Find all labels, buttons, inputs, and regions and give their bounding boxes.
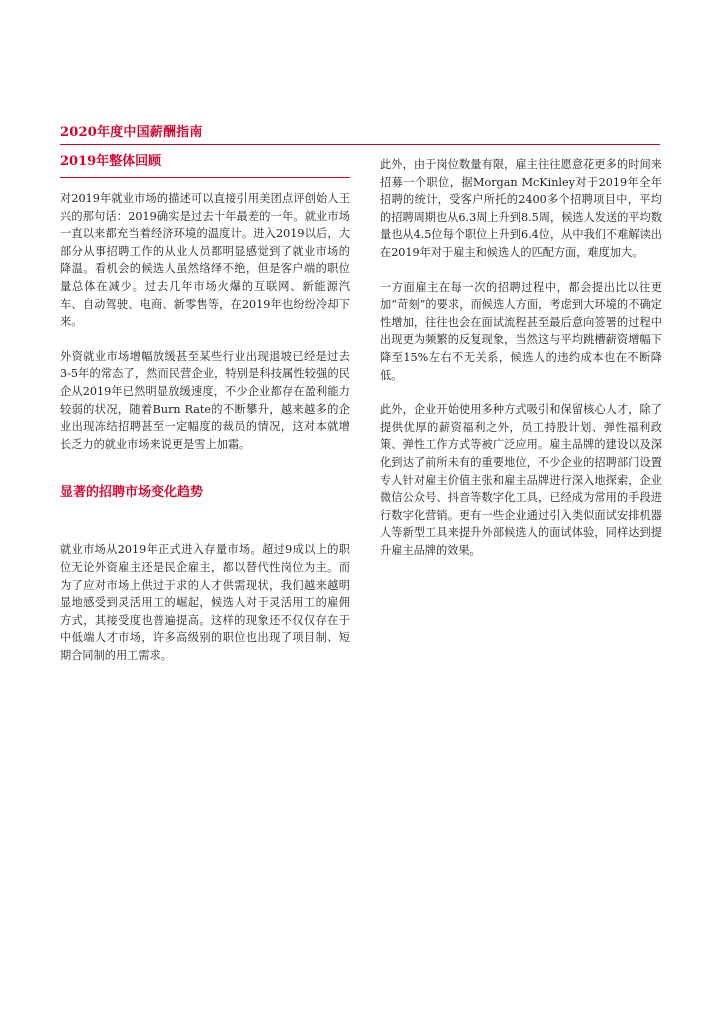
left-column — [60, 152, 350, 664]
paragraph-2019-overview: 对2019年就业市场的描述可以直接引用美团点评创始人王兴的那句话：2019确实是过去十年最差的一年。就业市场一直以来都充当着经济环境的温度计。进入2019以后，大部分从事招聘工作的从业人员都明显感觉到了就业市场的降温。看机会的候选人虽然络绎不绝，但是客户端的职位量总体在减少。过去几年市场火爆的互联网、新能源汽车、自动驾驶、电商、新零售等，在2019年也纷纷冷却下来。 — [60, 192, 350, 329]
paragraph-hiring-cycle: 此外，由于岗位数量有限，雇主往往愿意花更多的时间来招募一个职位，据Morgan McKinley对于2019年全年招聘的统计，受客户所托的2400多个招聘项目中，平均的招聘周期也从6.3周上升到8.5周，候选人发送的平均数量也从4.5位每个职位上升到6.4位，从中我们不难解读出在2019年对于雇主和候选人的匹配方面，难度加大。 — [380, 158, 662, 259]
document-title: 2020年度中国薪酬指南 — [60, 125, 203, 140]
section-divider — [60, 177, 350, 178]
paragraph-stock-market: 就业市场从2019年正式进入存量市场。超过9成以上的职位无论外资雇主还是民企雇主，都以替代性岗位为主。而为了应对市场上供过于求的人才供需现状，我们越来越明显地感受到灵活用工的崛起，候选人对于灵活用工的雇佣方式，其接受度也普遍提高。这样的现象还不仅仅存在于中低端人才市场，许多高级别的职位也出现了项目制、短期合同制的用工需求。 — [60, 543, 350, 662]
section-heading-2019-review: 2019年整体回顾 — [60, 154, 162, 169]
right-column — [380, 156, 662, 559]
title-divider — [60, 144, 660, 145]
paragraph-employer-requirements: 一方面雇主在每一次的招聘过程中，都会提出比以往更加“苛刻”的要求，而候选人方面，考虑到大环境的不确定性增加，往往也会在面试流程甚至最后意向签署的过程中出现更为频繁的反复现象，当然这与平均跳槽薪资增幅下降至15%左右不无关系，候选人的违约成本也在不断降低。 — [380, 280, 662, 382]
section-heading-recruitment-trends: 显著的招聘市场变化趋势 — [60, 485, 204, 501]
paragraph-talent-retention: 此外，企业开始使用多种方式吸引和保留核心人才，除了提供优厚的薪资福利之外，员工持股计划、弹性福利政策、弹性工作方式等被广泛应用。雇主品牌的建设以及深化到达了前所未有的重要地位，不少企业的招聘部门设置专人针对雇主价值主张和雇主品牌进行深入地探索，企业微信公众号、抖音等数字化工具，已经成为常用的手段进行数字化营销。更有一些企业通过引入类似面试安排机器人等新型工具来提升外部候选人的面试体验，同样达到提升雇主品牌的效果。 — [380, 403, 662, 557]
paragraph-foreign-market: 外资就业市场增幅放缓甚至某些行业出现退坡已经是过去3-5年的常态了，然而民营企业，特别是科技属性较强的民企从2019年已然明显放缓速度，不少企业都存在盈利能力较弱的状况，随着Burn Rate的不断攀升，越来越多的企业出现冻结招聘甚至一定幅度的裁员的情况，这对本就增长乏力的就业市场来说更是雪上加霜。 — [60, 349, 350, 451]
